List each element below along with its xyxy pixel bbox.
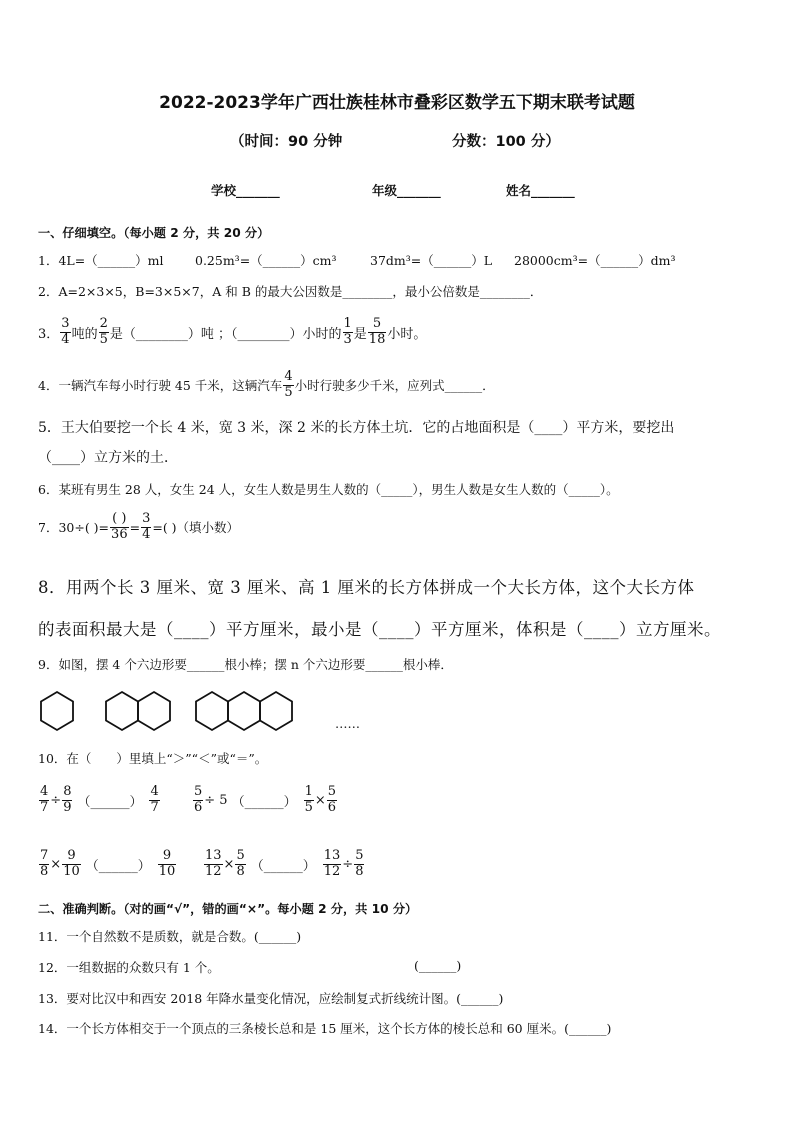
q13-text: 13．要对比汉中和西安 2018 年降水量变化情况，应绘制复式折线统计图。(______) bbox=[38, 991, 504, 1006]
denominator: 12 bbox=[323, 863, 341, 879]
denominator: 5 bbox=[284, 384, 293, 400]
hexagon-single bbox=[41, 692, 73, 730]
q7-fraction-2 bbox=[141, 512, 151, 542]
q1-part-a: 1．4L=（______）ml bbox=[38, 253, 164, 268]
q7-row bbox=[38, 512, 239, 542]
q3-fraction-4 bbox=[368, 317, 387, 347]
q10-item-1 bbox=[38, 785, 161, 815]
hexagon-triple-3 bbox=[260, 692, 292, 730]
q3-text-2: 是（________）吨 ；（________）小时的 bbox=[109, 326, 342, 342]
q3-text-1: 吨的 bbox=[71, 326, 98, 342]
q5-line-2: （____）立方米的土． bbox=[38, 450, 178, 466]
numerator: 5 bbox=[327, 784, 337, 799]
hexagon-figures bbox=[36, 690, 296, 732]
denominator: 7 bbox=[40, 799, 49, 815]
q8-line-1: 8．用两个长 3 厘米、宽 3 厘米、高 1 厘米的长方体拼成一个大长方体，这个大长方体 bbox=[38, 578, 695, 597]
operator: ÷ bbox=[342, 856, 354, 872]
numerator: 9 bbox=[67, 848, 76, 863]
denominator: 6 bbox=[194, 799, 203, 815]
q1-part-c: 37dm³=（______）L bbox=[370, 253, 493, 268]
denominator: 8 bbox=[355, 863, 364, 879]
operator: × bbox=[223, 856, 235, 872]
q4-fraction bbox=[283, 370, 293, 400]
answer-blank[interactable]: （______） bbox=[231, 794, 297, 810]
denominator: 4 bbox=[61, 331, 70, 347]
denominator: 18 bbox=[368, 331, 386, 347]
numerator: 2 bbox=[99, 316, 108, 331]
denominator: 6 bbox=[327, 799, 337, 815]
continuation-dots: …… bbox=[335, 716, 360, 731]
numerator: 13 bbox=[323, 848, 341, 863]
hexagon-pair-1 bbox=[106, 692, 138, 730]
denominator: 4 bbox=[142, 526, 151, 542]
operator: ÷ 5 bbox=[204, 792, 228, 808]
fraction bbox=[39, 785, 49, 815]
denominator: 7 bbox=[150, 799, 159, 815]
q3-row bbox=[38, 317, 426, 347]
denominator: 10 bbox=[63, 863, 80, 879]
denominator: 5 bbox=[99, 331, 108, 347]
q7-fraction-1 bbox=[110, 512, 129, 542]
denominator: 10 bbox=[158, 863, 176, 879]
answer-blank[interactable]: （______） bbox=[77, 794, 143, 810]
fraction bbox=[193, 785, 203, 815]
denominator: 8 bbox=[40, 863, 49, 879]
q7-equals: = bbox=[129, 519, 141, 535]
q10-stem: 10．在（ ）里填上“＞”“＜”或“＝”。 bbox=[38, 751, 268, 766]
denominator: 36 bbox=[111, 526, 128, 542]
fraction bbox=[149, 785, 159, 815]
numerator: 5 bbox=[355, 848, 364, 863]
q4-text-b: 小时行驶多少千米，应列式______． bbox=[294, 378, 495, 394]
hexagon-pair-2 bbox=[138, 692, 170, 730]
fraction bbox=[354, 849, 364, 879]
exam-time: （时间：90 分钟 bbox=[230, 134, 343, 150]
fraction bbox=[323, 849, 342, 879]
grade-field: 年级_______ bbox=[372, 183, 441, 198]
answer-blank[interactable]: （______） bbox=[250, 858, 316, 874]
hexagon-triple-1 bbox=[196, 692, 228, 730]
numerator: 5 bbox=[372, 316, 382, 331]
fraction bbox=[62, 785, 72, 815]
operator: ÷ bbox=[50, 792, 62, 808]
q12-text: 12．一组数据的众数只有 1 个。 bbox=[38, 960, 220, 975]
section-2-title: 二、准确判断。（对的画“√”，错的画“×”。每小题 2 分，共 10 分） bbox=[38, 902, 418, 916]
q2-text: 2．A=2×3×5，B=3×5×7，A 和 B 的最大公因数是________，最小公倍数是________． bbox=[38, 284, 543, 299]
answer-blank[interactable]: （______） bbox=[85, 858, 151, 874]
fraction bbox=[204, 849, 223, 879]
q9-text: 9．如图，摆 4 个六边形要______根小棒；摆 n 个六边形要______根小棒． bbox=[38, 657, 453, 672]
numerator: 3 bbox=[142, 511, 151, 526]
denominator: 5 bbox=[304, 799, 313, 815]
numerator: 3 bbox=[61, 316, 70, 331]
operator: × bbox=[314, 792, 326, 808]
fraction bbox=[304, 785, 314, 815]
numerator: 1 bbox=[343, 316, 352, 331]
q3-fraction-3 bbox=[343, 317, 353, 347]
numerator: 4 bbox=[284, 369, 293, 384]
numerator: 8 bbox=[63, 784, 72, 799]
denominator: 9 bbox=[63, 799, 72, 815]
page-title: 2022-2023学年广西壮族桂林市叠彩区数学五下期末联考试题 bbox=[159, 93, 635, 113]
numerator: 5 bbox=[194, 784, 203, 799]
school-field: 学校_______ bbox=[211, 183, 280, 198]
numerator: 4 bbox=[40, 784, 49, 799]
q12-answer-blank[interactable]: (______) bbox=[414, 958, 462, 973]
fraction bbox=[62, 849, 81, 879]
numerator: 13 bbox=[205, 848, 222, 863]
fraction bbox=[235, 849, 245, 879]
q3-text-3: 是 bbox=[353, 326, 367, 342]
q10-item-2 bbox=[192, 785, 338, 815]
q5-line-1: 5．王大伯要挖一个长 4 米，宽 3 米，深 2 米的长方体土坑．它的占地面积是（____）平方米，要挖出 bbox=[38, 420, 675, 436]
hexagon-triple-2 bbox=[228, 692, 260, 730]
numerator: ( ) bbox=[112, 511, 127, 526]
q3-number: 3． bbox=[38, 326, 60, 342]
q8-line-2: 的表面积最大是（____）平方厘米，最小是（____）平方厘米，体积是（____）立方厘米。 bbox=[38, 620, 721, 639]
numerator: 4 bbox=[150, 784, 159, 799]
q1-part-d: 28000cm³=（______）dm³ bbox=[514, 253, 676, 268]
q3-text-4: 小时。 bbox=[387, 326, 427, 342]
q10-item-3 bbox=[38, 849, 177, 879]
fraction bbox=[327, 785, 337, 815]
q11-text: 11．一个自然数不是质数，就是合数。(______) bbox=[38, 929, 302, 944]
q14-text: 14．一个长方体相交于一个顶点的三条棱长总和是 15 厘米，这个长方体的棱长总和 60 厘米。(______) bbox=[38, 1021, 612, 1036]
q7-text-b: =( )（填小数） bbox=[152, 520, 240, 536]
q3-fraction-1 bbox=[60, 317, 70, 347]
numerator: 5 bbox=[236, 848, 245, 863]
q4-text-a: 4．一辆汽车每小时行驶 45 千米，这辆汽车 bbox=[38, 378, 283, 394]
numerator: 9 bbox=[162, 848, 172, 863]
name-field: 姓名_______ bbox=[506, 183, 575, 198]
q1-part-b: 0.25m³=（______）cm³ bbox=[195, 253, 337, 268]
q6-text: 6．某班有男生 28 人，女生 24 人，女生人数是男生人数的（_____），男生人数是女生人数的（_____）。 bbox=[38, 482, 619, 497]
q7-text-a: 7．30÷( )= bbox=[38, 520, 110, 536]
exam-score: 分数：100 分） bbox=[452, 134, 560, 150]
q10-item-4 bbox=[203, 849, 365, 879]
q3-fraction-2 bbox=[99, 317, 109, 347]
numerator: 1 bbox=[304, 784, 313, 799]
numerator: 7 bbox=[40, 848, 49, 863]
operator: × bbox=[50, 856, 62, 872]
fraction bbox=[158, 849, 177, 879]
denominator: 12 bbox=[205, 863, 222, 879]
section-1-title: 一、仔细填空。（每小题 2 分，共 20 分） bbox=[38, 226, 270, 240]
denominator: 8 bbox=[236, 863, 245, 879]
denominator: 3 bbox=[343, 331, 352, 347]
fraction bbox=[39, 849, 49, 879]
q4-row bbox=[38, 370, 495, 400]
